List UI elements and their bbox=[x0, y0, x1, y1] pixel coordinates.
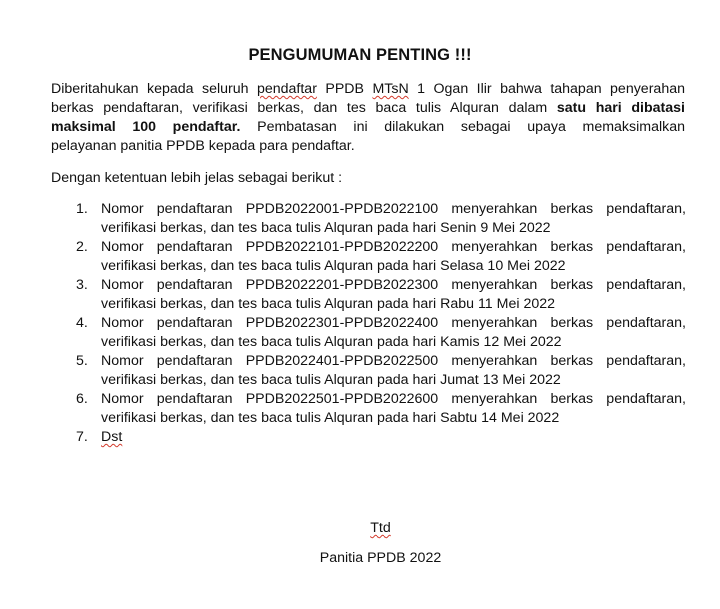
list-item bbox=[0, 238, 720, 276]
list-number: 5. bbox=[76, 353, 88, 369]
list-item-text bbox=[101, 276, 686, 314]
intro-text: berkas pendaftaran, verifikasi berkas, dan tes baca tulis Alquran dalam bbox=[51, 100, 557, 116]
list-item-text bbox=[101, 200, 686, 238]
intro-line-4: pelayanan panitia PPDB kepada para pendaftar. bbox=[51, 138, 355, 154]
list-item bbox=[0, 276, 720, 314]
intro-bold-text: maksimal 100 pendaftar. bbox=[51, 119, 241, 135]
list-item-line: verifikasi berkas, dan tes baca tulis Alquran pada hari Sabtu 14 Mei 2022 bbox=[101, 410, 560, 426]
list-item-line: Nomor pendaftaran PPDB2022301-PPDB2022400 menyerahkan berkas pendaftaran, bbox=[101, 315, 686, 331]
list-lead-text: Dengan ketentuan lebih jelas sebagai berikut : bbox=[51, 170, 343, 186]
spellcheck-word: MTsN bbox=[372, 81, 409, 97]
signature-organization: Panitia PPDB 2022 bbox=[319, 550, 442, 566]
spellcheck-word: Dst bbox=[101, 429, 123, 445]
list-item-line: verifikasi berkas, dan tes baca tulis Alquran pada hari Jumat 13 Mei 2022 bbox=[101, 372, 561, 388]
list-number: 3. bbox=[76, 277, 88, 293]
list-item bbox=[0, 428, 720, 447]
intro-bold-text: satu hari dibatasi bbox=[556, 100, 685, 116]
list-item-line: verifikasi berkas, dan tes baca tulis Alquran pada hari Selasa 10 Mei 2022 bbox=[101, 258, 566, 274]
intro-text: Pembatasan ini dilakukan sebagai upaya memaksimalkan bbox=[240, 119, 686, 135]
list-item bbox=[0, 314, 720, 352]
list-number: 7. bbox=[76, 429, 88, 445]
list-item-text bbox=[101, 352, 686, 390]
list-item-line: verifikasi berkas, dan tes baca tulis Alquran pada hari Rabu 11 Mei 2022 bbox=[101, 296, 556, 312]
intro-text: Diberitahukan kepada seluruh bbox=[51, 81, 257, 97]
list-item-line: Nomor pendaftaran PPDB2022201-PPDB2022300 menyerahkan berkas pendaftaran, bbox=[101, 277, 686, 293]
list-item-text bbox=[101, 314, 686, 352]
list-number: 2. bbox=[76, 239, 88, 255]
intro-line-1 bbox=[51, 80, 685, 99]
list-item-text bbox=[101, 390, 686, 428]
intro-text: 1 Ogan Ilir bahwa tahapan penyerahan bbox=[408, 81, 685, 97]
list-item-text bbox=[101, 428, 686, 447]
intro-line-3 bbox=[51, 118, 685, 137]
list-item-text bbox=[101, 238, 686, 276]
list-item-line: verifikasi berkas, dan tes baca tulis Alquran pada hari Kamis 12 Mei 2022 bbox=[101, 334, 562, 350]
spellcheck-word: Ttd bbox=[370, 520, 391, 536]
intro-line-2 bbox=[51, 99, 685, 118]
schedule-list bbox=[0, 200, 720, 447]
list-item-line: Nomor pendaftaran PPDB2022001-PPDB2022100 menyerahkan berkas pendaftaran, bbox=[101, 201, 686, 217]
intro-paragraph bbox=[51, 80, 685, 156]
list-item-line: Nomor pendaftaran PPDB2022401-PPDB2022500 menyerahkan berkas pendaftaran, bbox=[101, 353, 686, 369]
list-item-line: verifikasi berkas, dan tes baca tulis Alquran pada hari Senin 9 Mei 2022 bbox=[101, 220, 551, 236]
list-number: 4. bbox=[76, 315, 88, 331]
list-number: 1. bbox=[76, 201, 88, 217]
list-item-line: Nomor pendaftaran PPDB2022501-PPDB2022600 menyerahkan berkas pendaftaran, bbox=[101, 391, 686, 407]
intro-text: PPDB bbox=[316, 81, 373, 97]
list-number: 6. bbox=[76, 391, 88, 407]
page-title: PENGUMUMAN PENTING !!! bbox=[248, 46, 472, 64]
list-item bbox=[0, 200, 720, 238]
spellcheck-word: pendaftar bbox=[256, 81, 317, 97]
list-item-line: Nomor pendaftaran PPDB2022101-PPDB2022200 menyerahkan berkas pendaftaran, bbox=[101, 239, 686, 255]
list-item bbox=[0, 390, 720, 428]
signature-ttd bbox=[0, 519, 720, 538]
list-item bbox=[0, 352, 720, 390]
